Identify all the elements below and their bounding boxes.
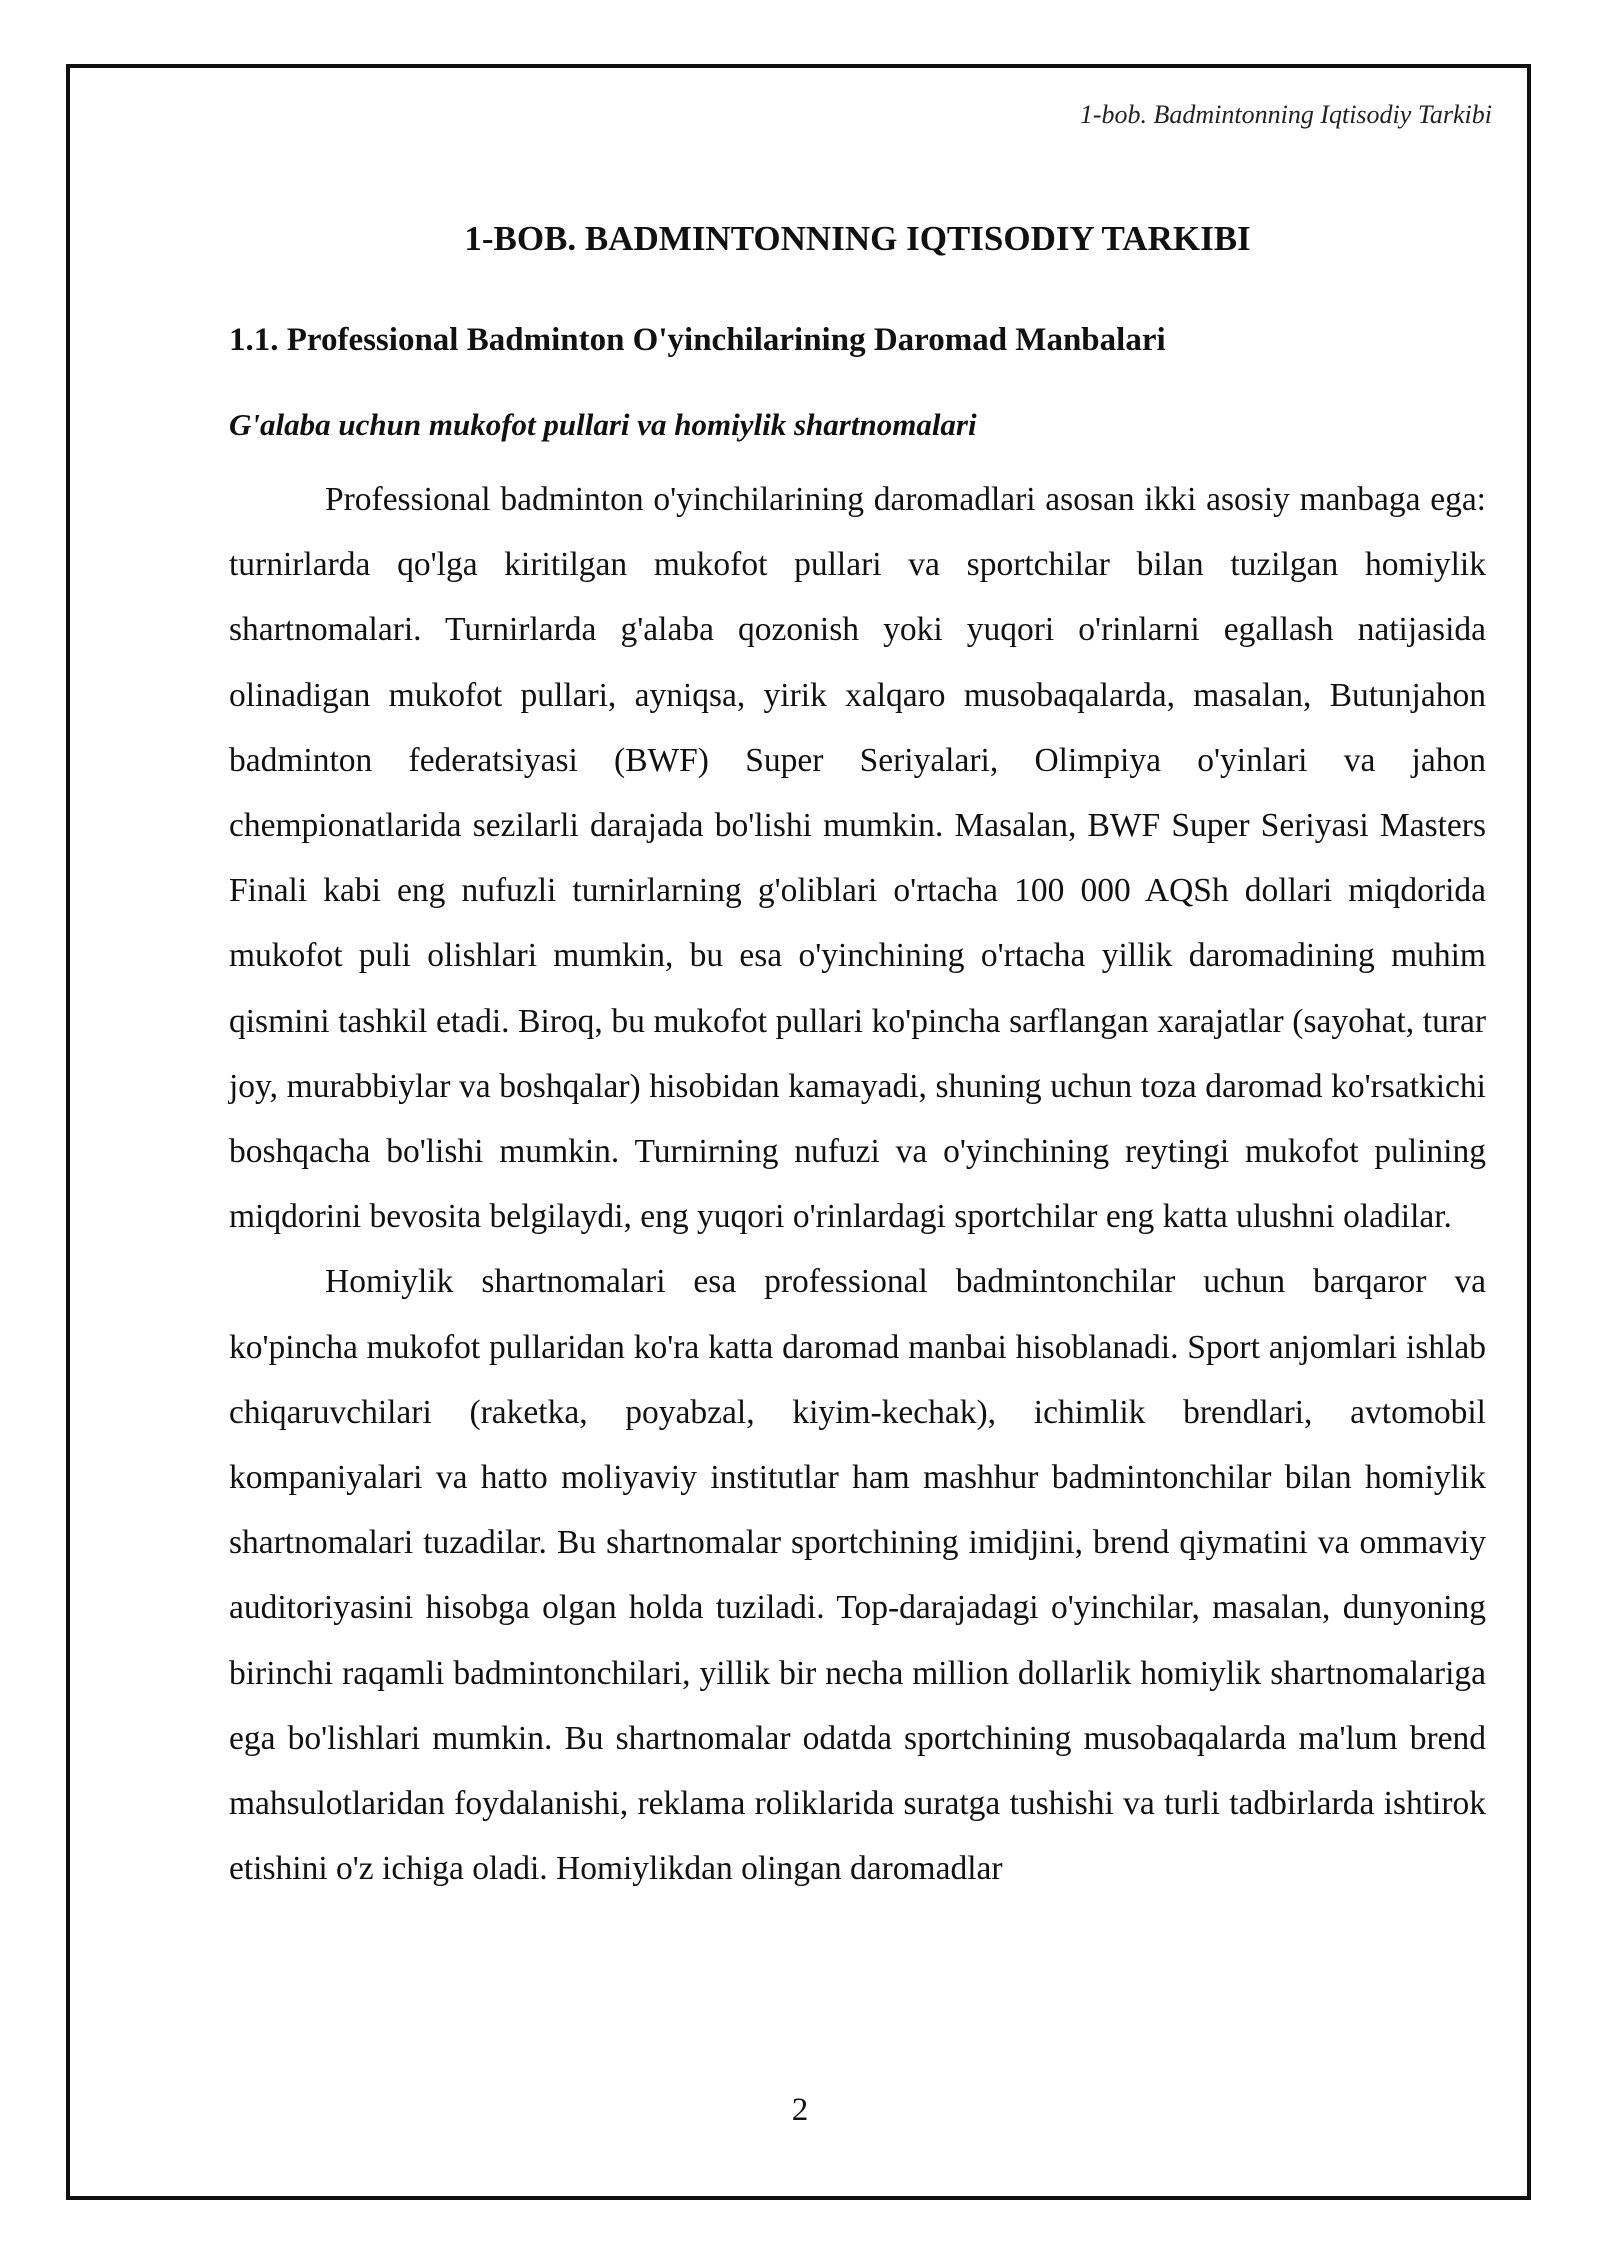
page-number: 2 (791, 2092, 809, 2128)
paragraph-sponsorship: Homiylik shartnomalari esa professional badmintonchilar uchun barqaror va ko'pincha mukofot pullaridan ko'ra katta daromad manbai hisoblanadi. Sport anjomlari ishlab chiqaruvchilari (raketka, poyabzal, kiyim-kechak), ichimlik brendlari, avtomobil kompaniyalari va hatto moliyaviy institutlar ham mashhur badmintonchilar bilan homiylik shartnomalari tuzadilar. Bu shartnomalar sportchining imidjini, brend qiymatini va ommaviy auditoriyasini hisobga olgan holda tuziladi. Top-darajadagi o'yinchilar, masalan, dunyoning birinchi raqamli badmintonchilari, yillik bir necha million dollarlik homiylik shartnomalariga ega bo'lishlari mumkin. Bu shartnomalar odatda sportchining musobaqalarda ma'lum brend mahsulotlaridan foydalanishi, reklama roliklarida suratga tushishi va turli tadbirlarda ishtirok etishini o'z ichiga oladi. Homiylikdan olingan daromadlar (229, 1263, 1486, 1888)
paragraph-prize-money: Professional badminton o'yinchilarining daromadlari asosan ikki asosiy manbaga ega: turnirlarda qo'lga kiritilgan mukofot pullari va sportchilar bilan tuzilgan homiylik shartnomalari. Turnirlarda g'alaba qozonish yoki yuqori o'rinlarni egallash natijasida olinadigan mukofot pullari, ayniqsa, yirik xalqaro musobaqalarda, masalan, Butunjahon badminton federatsiyasi (BWF) Super Seriyalari, Olimpiya o'yinlari va jahon chempionatlarida sezilarli darajada bo'lishi mumkin. Masalan, BWF Super Seriyasi Masters Finali kabi eng nufuzli turnirlarning g'oliblari o'rtacha 100 000 AQSh dollari miqdorida mukofot puli olishlari mumkin, bu esa o'yinchining o'rtacha yillik daromadining muhim qismini tashkil etadi. Biroq, bu mukofot pullari ko'pincha sarflangan xarajatlar (sayohat, turar joy, murabbiylar va boshqalar) hisobidan kamayadi, shuning uchun toza daromad ko'rsatkichi boshqacha bo'lishi mumkin. Turnirning nufuzi va o'yinchining reytingi mukofot pulining miqdorini bevosita belgilaydi, eng yuqori o'rinlardagi sportchilar eng katta ulushni oladilar. (229, 481, 1486, 1236)
chapter-title: 1-BOB. BADMINTONNING IQTISODIY TARKIBI (464, 219, 1251, 258)
running-header: 1-bob. Badmintonning Iqtisodiy Tarkibi (1079, 100, 1492, 129)
subsection-title: G'alaba uchun mukofot pullari va homiylik shartnomalari (229, 407, 977, 442)
document-body (229, 214, 1486, 1901)
section-title: 1.1. Professional Badminton O'yinchilarining Daromad Manbalari (229, 322, 1166, 358)
